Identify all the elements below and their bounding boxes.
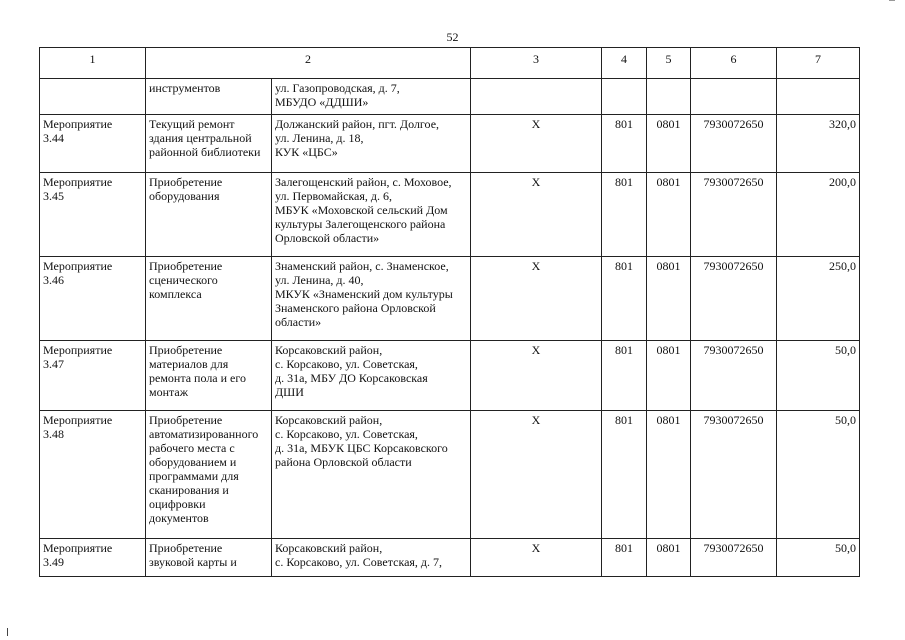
- measure-address-cell: Знаменский район, с. Знаменское, ул. Ленина, д. 40, МКУК «Знаменский дом культуры Знаменского района Орловской области»: [272, 257, 471, 341]
- subsection-code-cell: 0801: [647, 341, 691, 411]
- target-article-cell: 7930072650: [691, 173, 777, 257]
- measure-number-cell: Мероприятие 3.47: [40, 341, 146, 411]
- table-body: [40, 79, 860, 577]
- measure-number-cell: [40, 79, 146, 115]
- measure-address-cell: Должанский район, пгт. Долгое, ул. Ленина, д. 18, КУК «ЦБС»: [272, 115, 471, 173]
- measure-number-cell: Мероприятие 3.44: [40, 115, 146, 173]
- measure-name-cell: Приобретение автоматизированного рабочего места с оборудованием и программами для сканирования и оцифровки документов: [146, 411, 272, 539]
- table-row: [40, 115, 860, 173]
- subsection-code-cell: 0801: [647, 115, 691, 173]
- measure-address-cell: Корсаковский район, с. Корсаково, ул. Советская, д. 31а, МБУ ДО Корсаковская ДШИ: [272, 341, 471, 411]
- scan-mark-left: [7, 628, 8, 636]
- table-row: [40, 411, 860, 539]
- measure-name-cell: инструментов: [146, 79, 272, 115]
- section-code-cell: 801: [602, 411, 647, 539]
- section-code-cell: 801: [602, 257, 647, 341]
- page-number: 52: [446, 30, 459, 44]
- grbs-mark-cell: X: [471, 257, 602, 341]
- amount-cell: 50,0: [777, 341, 860, 411]
- target-article-cell: [691, 79, 777, 115]
- target-article-cell: 7930072650: [691, 257, 777, 341]
- amount-cell: 320,0: [777, 115, 860, 173]
- measure-address-cell: ул. Газопроводская, д. 7, МБУДО «ДДШИ»: [272, 79, 471, 115]
- measure-name-cell: Приобретение оборудования: [146, 173, 272, 257]
- table-row: [40, 341, 860, 411]
- subsection-code-cell: [647, 79, 691, 115]
- header-row: [40, 48, 860, 79]
- scan-mark-top: [889, 0, 895, 1]
- grbs-mark-cell: [471, 79, 602, 115]
- column-header-1: 1: [40, 48, 146, 79]
- amount-cell: 250,0: [777, 257, 860, 341]
- grbs-mark-cell: X: [471, 173, 602, 257]
- budget-table: [39, 47, 860, 577]
- subsection-code-cell: 0801: [647, 539, 691, 577]
- target-article-cell: 7930072650: [691, 341, 777, 411]
- subsection-code-cell: 0801: [647, 173, 691, 257]
- column-header-7: 7: [777, 48, 860, 79]
- measure-number-cell: Мероприятие 3.46: [40, 257, 146, 341]
- measure-name-cell: Приобретение сценического комплекса: [146, 257, 272, 341]
- amount-cell: [777, 79, 860, 115]
- measure-address-cell: Залегощенский район, с. Моховое, ул. Первомайская, д. 6, МБУК «Моховской сельский Дом культуры Залегощенского района Орловской области»: [272, 173, 471, 257]
- amount-cell: 50,0: [777, 411, 860, 539]
- amount-cell: 50,0: [777, 539, 860, 577]
- table-row: [40, 173, 860, 257]
- section-code-cell: 801: [602, 341, 647, 411]
- section-code-cell: [602, 79, 647, 115]
- measure-address-cell: Корсаковский район, с. Корсаково, ул. Советская, д. 7,: [272, 539, 471, 577]
- measure-name-cell: Приобретение материалов для ремонта пола и его монтаж: [146, 341, 272, 411]
- table-row: [40, 539, 860, 577]
- subsection-code-cell: 0801: [647, 411, 691, 539]
- grbs-mark-cell: X: [471, 411, 602, 539]
- target-article-cell: 7930072650: [691, 539, 777, 577]
- measure-number-cell: Мероприятие 3.48: [40, 411, 146, 539]
- column-header-5: 5: [647, 48, 691, 79]
- target-article-cell: 7930072650: [691, 115, 777, 173]
- measure-name-cell: Приобретение звуковой карты и: [146, 539, 272, 577]
- target-article-cell: 7930072650: [691, 411, 777, 539]
- column-header-2: 2: [146, 48, 471, 79]
- section-code-cell: 801: [602, 115, 647, 173]
- column-header-6: 6: [691, 48, 777, 79]
- table-row: [40, 257, 860, 341]
- column-header-4: 4: [602, 48, 647, 79]
- measure-address-cell: Корсаковский район, с. Корсаково, ул. Советская, д. 31а, МБУК ЦБС Корсаковского района Орловской области: [272, 411, 471, 539]
- grbs-mark-cell: X: [471, 341, 602, 411]
- column-header-3: 3: [471, 48, 602, 79]
- measure-name-cell: Текущий ремонт здания центральной районной библиотеки: [146, 115, 272, 173]
- grbs-mark-cell: X: [471, 539, 602, 577]
- table-row: [40, 79, 860, 115]
- section-code-cell: 801: [602, 539, 647, 577]
- measure-number-cell: Мероприятие 3.45: [40, 173, 146, 257]
- grbs-mark-cell: X: [471, 115, 602, 173]
- measure-number-cell: Мероприятие 3.49: [40, 539, 146, 577]
- amount-cell: 200,0: [777, 173, 860, 257]
- section-code-cell: 801: [602, 173, 647, 257]
- subsection-code-cell: 0801: [647, 257, 691, 341]
